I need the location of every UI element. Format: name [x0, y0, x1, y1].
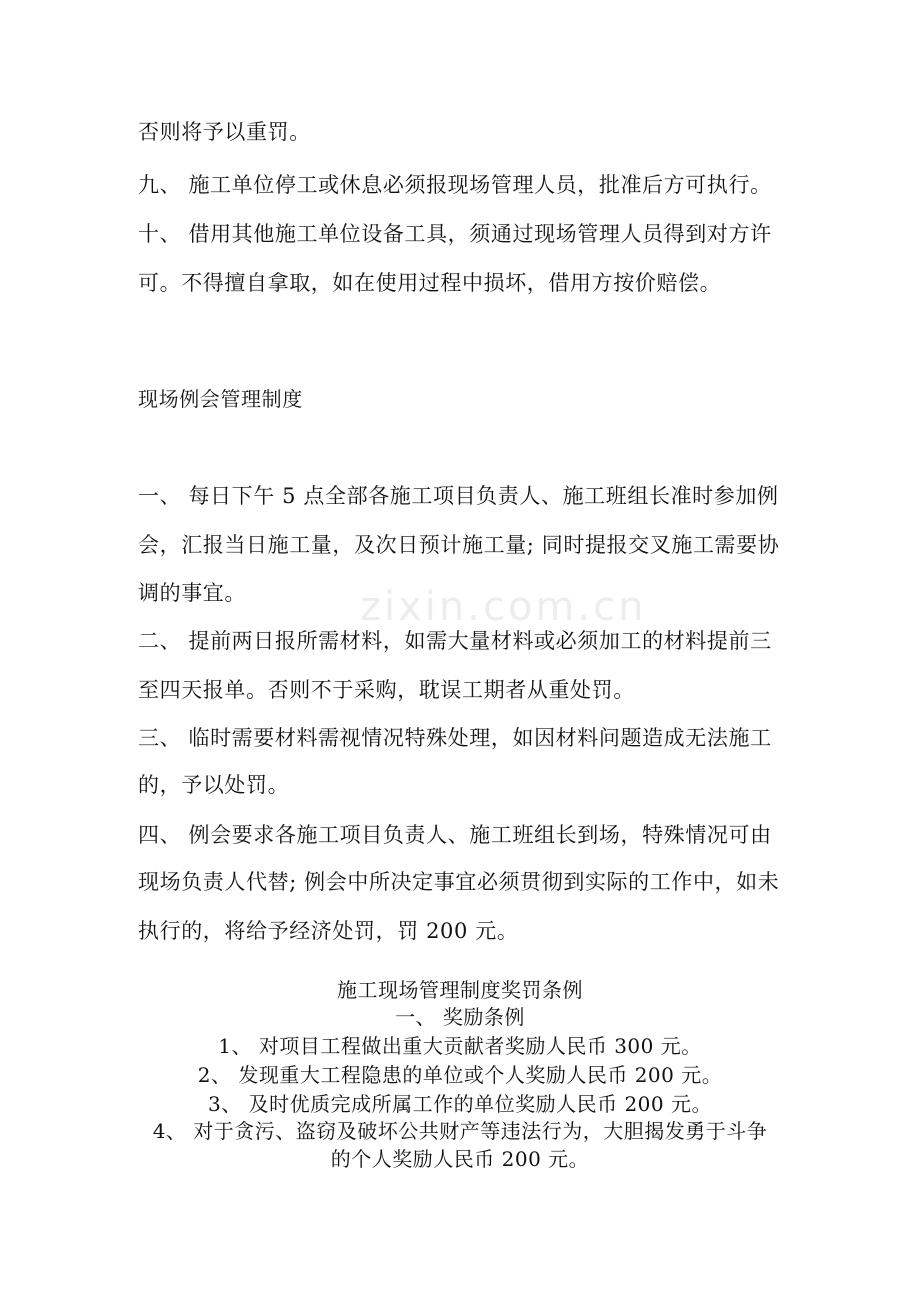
rule-line: 执行的，将给予经济处罚，罚 200 元。 [138, 919, 519, 943]
text-line: 可。不得擅自拿取，如在使用过程中损坏，借用方按价赔偿。 [138, 271, 722, 295]
text-line: 否则将予以重罚。 [138, 120, 311, 144]
rule-line: 一、 每日下午 5 点全部各施工项目负责人、施工班组长准时参加例 [138, 484, 779, 508]
text-line: 十、 借用其他施工单位设备工具，须通过现场管理人员得到对方许 [138, 222, 772, 246]
reward-item: 1、 对项目工程做出重大贡献者奖励人民币 300 元。 [218, 1034, 702, 1058]
watermark: zixin.com.cn [360, 584, 647, 630]
text-line: 九、 施工单位停工或休息必须报现场管理人员，批准后方可执行。 [138, 173, 772, 197]
rule-line: 三、 临时需要材料需视情况特殊处理，如因材料问题造成无法施工 [138, 726, 772, 750]
reward-subtitle: 一、 奖励条例 [395, 1005, 525, 1029]
rule-line: 现场负责人代替; 例会中所决定事宜必须贯彻到实际的工作中，如未 [138, 870, 780, 894]
rule-line: 会，汇报当日施工量，及次日预计施工量; 同时提报交叉施工需要协 [138, 533, 780, 557]
rule-line: 的，予以处罚。 [138, 773, 290, 797]
rule-line: 二、 提前两日报所需材料，如需大量材料或必须加工的材料提前三 [138, 629, 772, 653]
reward-item: 3、 及时优质完成所属工作的单位奖励人民币 200 元。 [208, 1092, 712, 1116]
reward-item: 的个人奖励人民币 200 元。 [330, 1147, 590, 1171]
reward-item: 2、 发现重大工程隐患的单位或个人奖励人民币 200 元。 [197, 1063, 723, 1087]
rule-line: 四、 例会要求各施工项目负责人、施工班组长到场，特殊情况可由 [138, 823, 772, 847]
reward-title: 施工现场管理制度奖罚条例 [337, 978, 583, 1002]
rule-line: 调的事宜。 [138, 581, 246, 605]
rule-line: 至四天报单。否则不于采购，耽误工期者从重处罚。 [138, 678, 635, 702]
section-title: 现场例会管理制度 [138, 387, 303, 411]
reward-item: 4、 对于贪污、盗窃及破坏公共财产等违法行为，大胆揭发勇于斗争 [152, 1119, 768, 1143]
